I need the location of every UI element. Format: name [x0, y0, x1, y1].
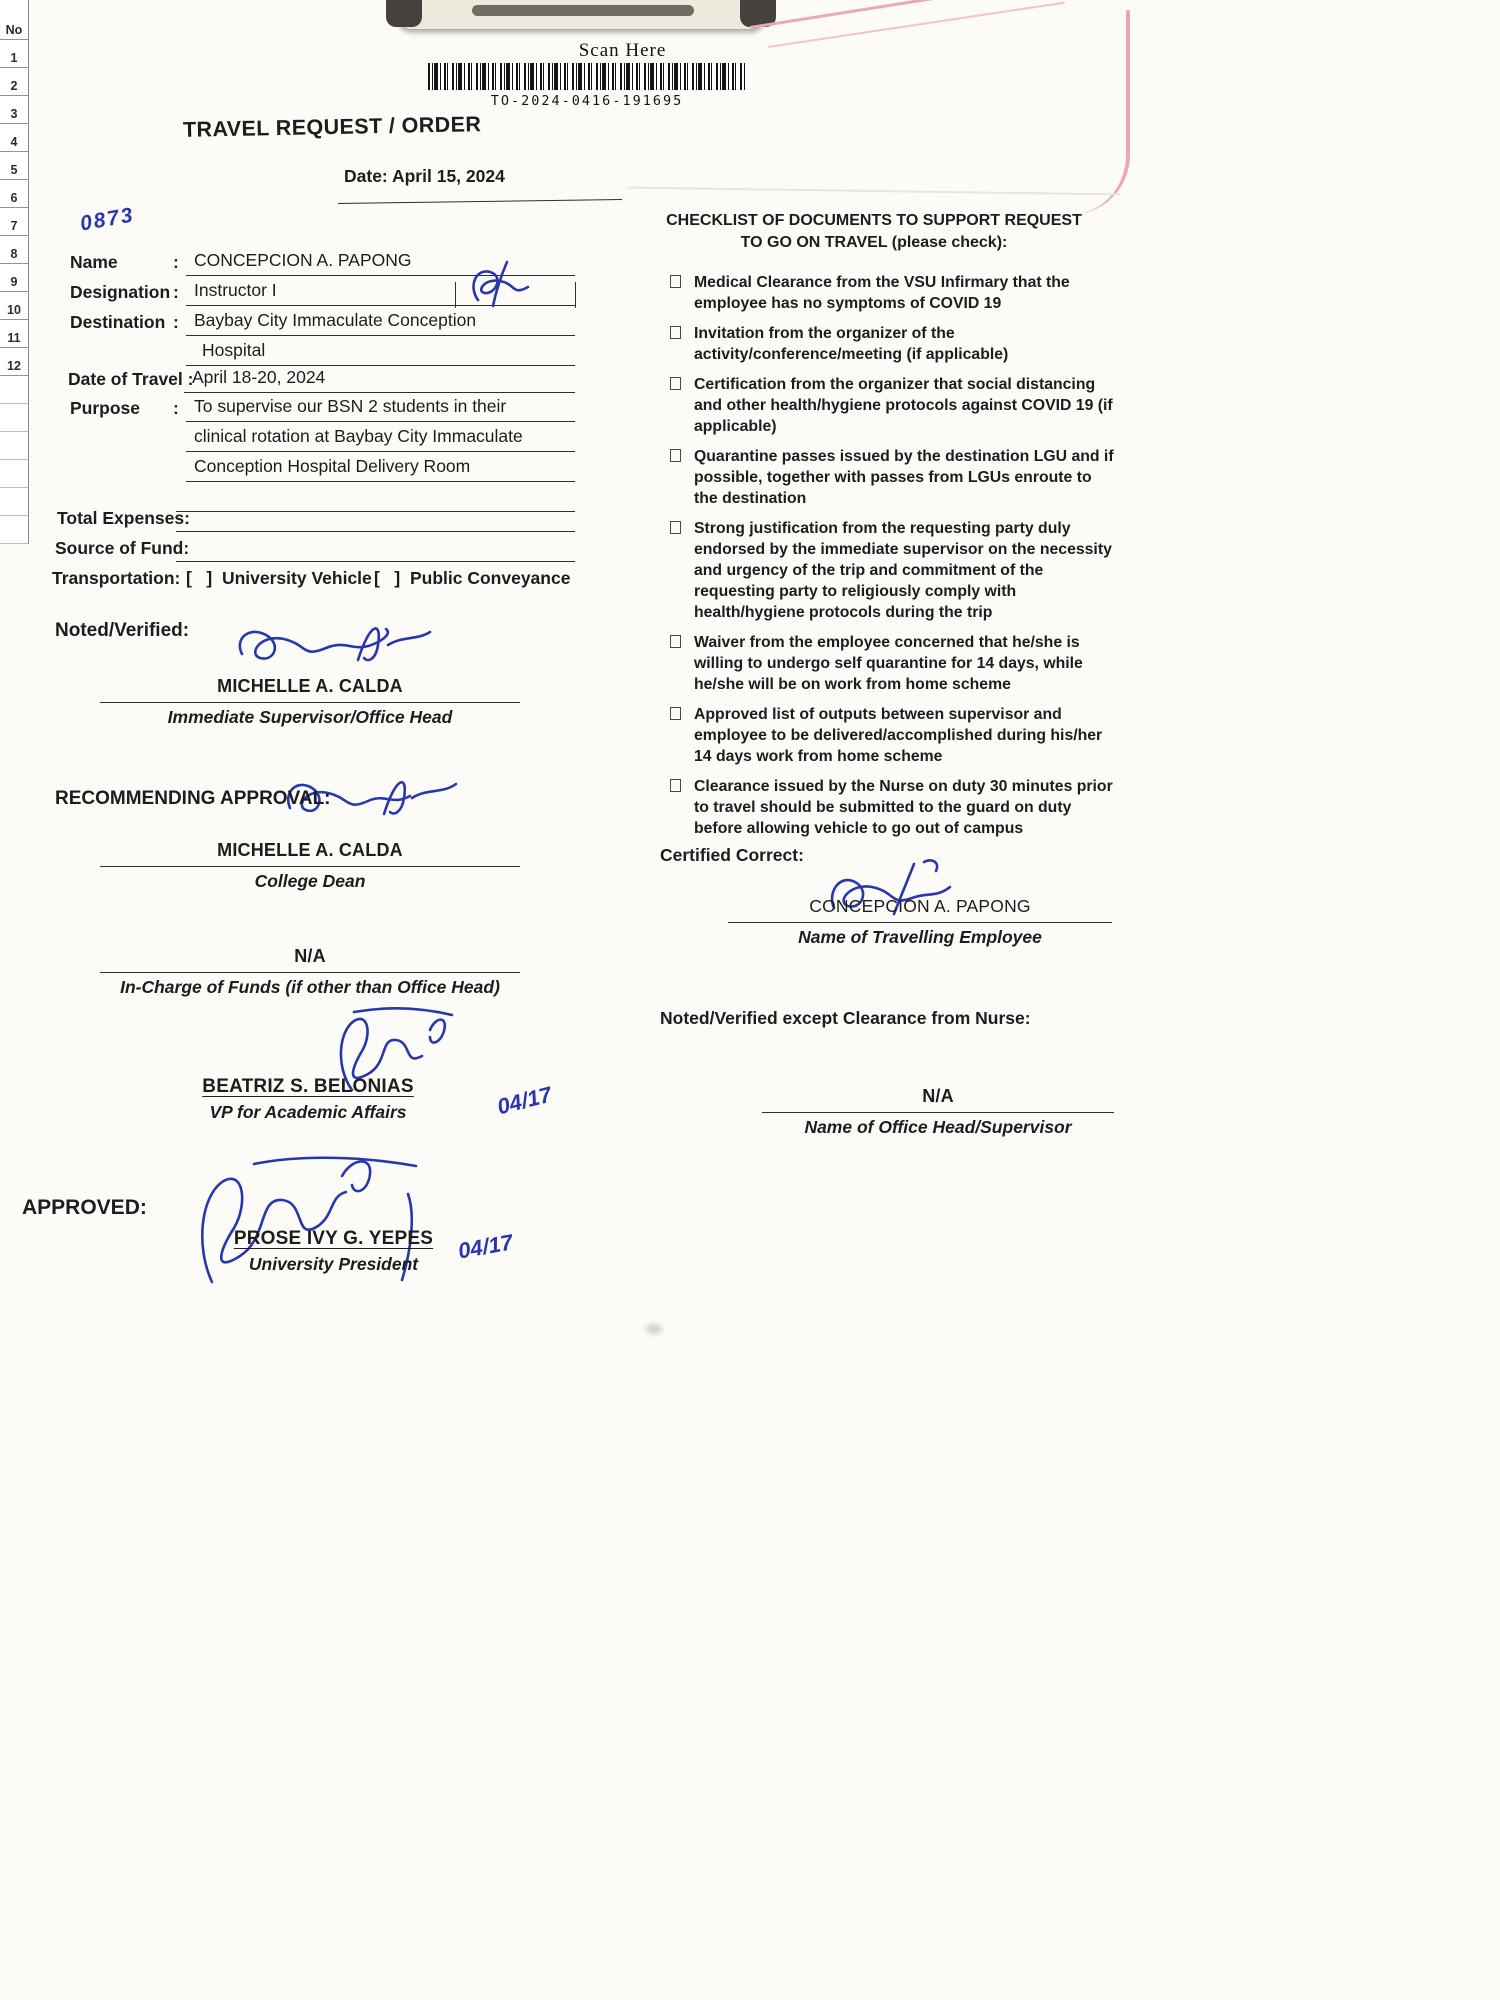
- supervisor-name: MICHELLE A. CALDA: [217, 676, 403, 696]
- source-of-fund-label: Source of Fund:: [55, 538, 190, 558]
- checkbox-icon: [670, 275, 681, 288]
- ledger-row-empty: [0, 432, 28, 460]
- checklist-item-text: Quarantine passes issued by the destination LGU and if possible, together with passes from LGUs enroute to the destination: [694, 448, 1114, 507]
- checklist-title-line1: CHECKLIST OF DOCUMENTS TO SUPPORT REQUEST: [666, 212, 1082, 229]
- checklist-items: [670, 272, 1132, 848]
- checklist-title-line2: TO GO ON TRAVEL (please check):: [740, 234, 1008, 252]
- ledger-margin-strip: [0, 0, 29, 544]
- cell-divider: [455, 282, 456, 308]
- scan-smudge: [646, 1324, 662, 1334]
- name-label: Name: [70, 252, 118, 272]
- handwritten-date-president: 04/17: [456, 1229, 515, 1264]
- ledger-row: 5: [0, 152, 28, 180]
- ledger-row-empty: [0, 516, 28, 544]
- vp-signature-block: [118, 1076, 498, 1123]
- checklist-item-text: Clearance issued by the Nurse on duty 30 minutes prior to travel should be submitted to the guard on duty before allowing vehicle to go out of campus: [694, 778, 1113, 837]
- ledger-row-empty: [0, 376, 28, 404]
- employee-name: CONCEPCION A. PAPONG: [809, 896, 1031, 916]
- supervisor-title: Immediate Supervisor/Office Head: [167, 707, 453, 727]
- purpose-value-line1: To supervise our BSN 2 students in their: [186, 396, 575, 422]
- checklist-item-text: Certification from the organizer that social distancing and other health/hygiene protocols against COVID 19 (if applicable): [694, 376, 1113, 435]
- checklist-item-text: Invitation from the organizer of the activity/conference/meeting (if applicable): [694, 325, 1009, 363]
- name-colon: :: [173, 252, 179, 272]
- supervisor-signature-block: [100, 676, 520, 728]
- approved-label: APPROVED:: [22, 1196, 147, 1219]
- checklist-item-text: Waiver from the employee concerned that he/she is willing to undergo self quarantine for 14 days, while he/she will be on work from home scheme: [694, 634, 1083, 693]
- vp-title: VP for Academic Affairs: [209, 1102, 407, 1122]
- checklist-item: [670, 632, 1132, 695]
- ledger-row: 6: [0, 180, 28, 208]
- signature-line: [100, 702, 520, 703]
- president-title: University President: [248, 1254, 419, 1274]
- checklist-item: [670, 446, 1132, 509]
- employee-caption: Name of Travelling Employee: [798, 927, 1042, 947]
- ledger-row: 3: [0, 96, 28, 124]
- purpose-label: Purpose: [70, 398, 141, 418]
- checklist-item: [670, 518, 1132, 623]
- barcode: [428, 63, 746, 90]
- transport-option-university-vehicle: [ ] University Vehicle: [186, 568, 372, 588]
- checkbox-icon: [670, 377, 681, 390]
- certified-correct-label: Certified Correct:: [660, 845, 804, 865]
- transportation-label: Transportation:: [52, 568, 181, 588]
- designation-colon: :: [173, 282, 179, 302]
- handwritten-control-number: 0873: [78, 203, 137, 236]
- ledger-row: 9: [0, 264, 28, 292]
- scan-here-label: Scan Here: [578, 40, 667, 61]
- destination-colon: :: [173, 312, 179, 332]
- document-date: [344, 166, 505, 187]
- purpose-value-line2: clinical rotation at Baybay City Immaculate: [186, 426, 575, 452]
- checklist-item: [670, 776, 1132, 839]
- ledger-row: 11: [0, 320, 28, 348]
- checkbox-icon: [670, 779, 681, 792]
- funds-in-charge-block: [100, 946, 520, 998]
- signature-line: [100, 972, 520, 973]
- document-title: TRAVEL REQUEST / ORDER: [182, 112, 482, 142]
- designation-value: Instructor I: [186, 280, 455, 306]
- ledger-row-empty: [0, 488, 28, 516]
- ledger-row: 1: [0, 40, 28, 68]
- president-name: PROSE IVY G. YEPES: [233, 1228, 434, 1249]
- office-head-block: [762, 1086, 1114, 1138]
- checklist-title: [652, 210, 1096, 255]
- ledger-row: 8: [0, 236, 28, 264]
- checkbox-icon: [670, 326, 681, 339]
- checklist-item: [670, 272, 1132, 314]
- date-underline: [338, 199, 622, 204]
- date-value: April 15, 2024: [391, 166, 505, 186]
- ledger-row: 12: [0, 348, 28, 376]
- clipboard-clip-cap-left: [386, 0, 422, 27]
- vp-name: BEATRIZ S. BELONIAS: [202, 1076, 414, 1097]
- president-signature-block: [176, 1228, 491, 1275]
- checkbox-icon: [670, 449, 681, 462]
- checklist-item-text: Approved list of outputs between supervisor and employee to be delivered/accomplished during his/her 14 days work from home scheme: [694, 706, 1103, 765]
- source-of-fund-value: [176, 536, 575, 562]
- recommending-approval-label: RECOMMENDING APPROVAL:: [55, 788, 331, 809]
- noted-except-nurse-label: Noted/Verified except Clearance from Nurse:: [660, 1008, 1031, 1028]
- dean-title: College Dean: [254, 871, 366, 891]
- checklist-item: [670, 374, 1132, 437]
- ledger-row-empty: [0, 404, 28, 432]
- checklist-item: [670, 323, 1132, 365]
- barcode-number: TO-2024-0416-191695: [490, 93, 684, 109]
- purpose-value-line3: Conception Hospital Delivery Room: [186, 456, 575, 482]
- funds-title: In-Charge of Funds (if other than Office Head): [120, 977, 500, 997]
- total-expenses-label: Total Expenses:: [57, 508, 190, 528]
- cell-divider: [575, 282, 576, 308]
- checklist-item: [670, 704, 1132, 767]
- clipboard-clip-slot: [472, 5, 694, 16]
- date-of-travel-label: Date of Travel :: [68, 369, 194, 389]
- ledger-row: 4: [0, 124, 28, 152]
- signature-line: [100, 866, 520, 867]
- ledger-row: 10: [0, 292, 28, 320]
- date-label: Date:: [344, 166, 388, 186]
- checkbox-icon: [670, 521, 681, 534]
- ledger-header-no: No: [0, 0, 28, 40]
- ledger-row: 2: [0, 68, 28, 96]
- signature-line: [728, 922, 1112, 923]
- funds-value: N/A: [294, 946, 326, 966]
- checklist-item-text: Strong justification from the requesting party duly endorsed by the immediate supervisor on the necessity and urgency of the trip and commitment of the requesting party to religiously comply with health/hygiene protocols during the trip: [694, 520, 1112, 621]
- office-head-value: N/A: [922, 1086, 954, 1106]
- checklist-item-text: Medical Clearance from the VSU Infirmary that the employee has no symptoms of COVID 19: [694, 274, 1070, 312]
- dean-name: MICHELLE A. CALDA: [217, 840, 403, 860]
- handwritten-date-vp: 04/17: [494, 1081, 555, 1120]
- employee-signature-block: [728, 896, 1112, 948]
- pink-paper-edge: [768, 2, 1065, 48]
- destination-label: Destination: [70, 312, 166, 332]
- destination-value-line1: Baybay City Immaculate Conception: [186, 310, 575, 336]
- signature-supervisor-ink: [230, 612, 435, 674]
- paper-edge-shadow: [628, 187, 1120, 196]
- total-expenses-value: [176, 506, 575, 532]
- date-of-travel-value: April 18-20, 2024: [184, 367, 575, 393]
- pink-paper-edge-curve: [1056, 10, 1130, 215]
- ledger-row-empty: [0, 460, 28, 488]
- noted-verified-label: Noted/Verified:: [55, 620, 190, 641]
- designation-label: Designation: [70, 282, 171, 302]
- checkbox-icon: [670, 635, 681, 648]
- name-value: CONCEPCION A. PAPONG: [186, 250, 575, 276]
- ledger-row: 7: [0, 208, 28, 236]
- destination-value-line2: Hospital: [186, 340, 575, 366]
- transport-option-public-conveyance: [ ] Public Conveyance: [374, 568, 571, 588]
- office-head-caption: Name of Office Head/Supervisor: [804, 1117, 1072, 1137]
- signature-designation-ink: [460, 256, 552, 310]
- signature-line: [762, 1112, 1114, 1113]
- dean-signature-block: [100, 840, 520, 892]
- purpose-colon: :: [173, 398, 179, 418]
- checkbox-icon: [670, 707, 681, 720]
